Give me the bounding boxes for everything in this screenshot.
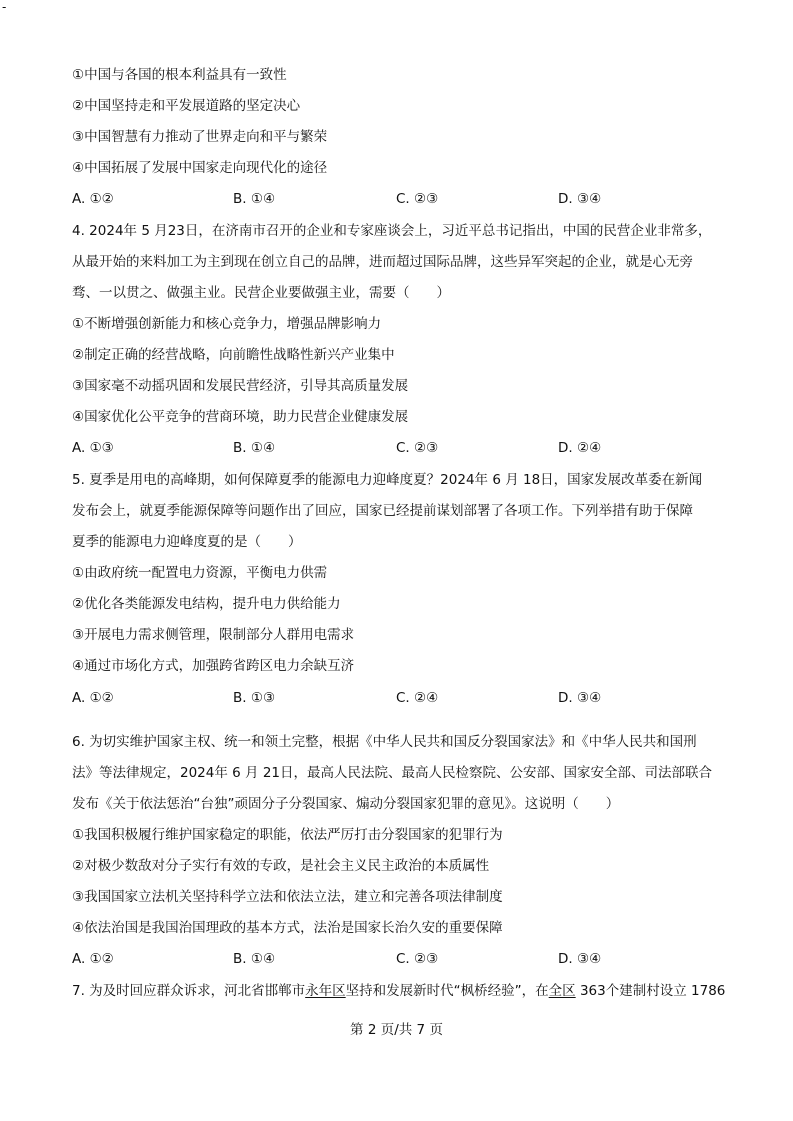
q4-option-c: C. ②③ [396, 440, 439, 456]
q3-option-b: B. ①④ [233, 191, 276, 207]
corner-mark: - [2, 0, 7, 14]
q5-stem-line-2: 发布会上，就夏季能源保障等问题作出了回应，国家已经提前谋划部署了各项工作。下列举措有助于保障 [72, 503, 693, 519]
q7-stem-part-1: 7. 为及时回应群众诉求，河北省邯郸市 [72, 983, 306, 999]
q4-option-b: B. ①④ [233, 440, 276, 456]
q4-stem-line-2: 从最开始的来料加工为主到现在创立自己的品牌，进而超过国际品牌，这些异军突起的企业，就是心无旁 [72, 254, 693, 270]
q5-stem-line-3: 夏季的能源电力迎峰度夏的是（ ） [72, 534, 302, 550]
q4-options [72, 439, 732, 457]
q6-item-3: ③我国国家立法机关坚持科学立法和依法立法，建立和完善各项法律制度 [72, 889, 503, 905]
q4-item-3: ③国家毫不动摇巩固和发展民营经济，引导其高质量发展 [72, 378, 409, 394]
q5-item-1: ①由政府统一配置电力资源，平衡电力供需 [72, 565, 328, 581]
q6-stem-line-1: 6. 为切实维护国家主权、统一和领土完整，根据《中华人民共和国反分裂国家法》和《中华人民共和国刑 [72, 734, 697, 750]
q3-item-1: ①中国与各国的根本利益具有一致性 [72, 67, 287, 83]
q4-item-4: ④国家优化公平竞争的营商环境，助力民营企业健康发展 [72, 409, 409, 425]
q7-stem-underline-2: 全区 [548, 983, 576, 999]
q6-item-4: ④依法治国是我国治国理政的基本方式，法治是国家长治久安的重要保障 [72, 920, 503, 936]
q6-option-b: B. ①④ [233, 951, 276, 967]
q5-item-3: ③开展电力需求侧管理，限制部分人群用电需求 [72, 627, 355, 643]
page-footer: 第 2 页/共 7 页 [350, 1022, 443, 1038]
q6-item-1: ①我国积极履行维护国家稳定的职能，依法严厉打击分裂国家的犯罪行为 [72, 827, 503, 843]
q6-stem-line-2: 法》等法律规定，2024年 6 月 21日，最高人民法院、最高人民检察院、公安部、国家安全部、司法部联合 [72, 765, 712, 781]
q3-option-a: A. ①② [72, 191, 114, 207]
q6-option-d: D. ③④ [558, 951, 602, 967]
q6-option-a: A. ①② [72, 951, 114, 967]
q4-item-2: ②制定正确的经营战略，向前瞻性战略性新兴产业集中 [72, 347, 395, 363]
q4-option-d: D. ②④ [558, 440, 602, 456]
q7-stem-part-2: 坚持和发展新时代“枫桥经验”，在 [345, 983, 549, 999]
q4-stem-line-3: 骛、一以贯之、做强主业。民营企业要做强主业，需要（ ） [72, 285, 450, 301]
q4-stem-line-1: 4. 2024年 5 月23日，在济南市召开的企业和专家座谈会上，习近平总书记指出，中国的民营企业非常多， [72, 223, 712, 239]
q5-options [72, 689, 732, 707]
q5-option-b: B. ①③ [233, 690, 276, 706]
q5-option-d: D. ③④ [558, 690, 602, 706]
q3-item-2: ②中国坚持走和平发展道路的坚定决心 [72, 98, 301, 114]
q5-option-a: A. ①② [72, 690, 114, 706]
q6-options [72, 950, 732, 968]
q5-stem-line-1: 5. 夏季是用电的高峰期，如何保障夏季的能源电力迎峰度夏？2024年 6 月 18日，国家发展改革委在新闻 [72, 472, 703, 488]
q4-item-1: ①不断增强创新能力和核心竞争力，增强品牌影响力 [72, 316, 382, 332]
q3-option-c: C. ②③ [396, 191, 439, 207]
q7-stem-underline-1: 永年区 [305, 983, 346, 999]
q3-option-d: D. ③④ [558, 191, 602, 207]
q7-stem-part-3: 363个建制村设立 1786 [575, 983, 726, 999]
q4-option-a: A. ①③ [72, 440, 114, 456]
q5-item-4: ④通过市场化方式，加强跨省跨区电力余缺互济 [72, 658, 355, 674]
q3-options [72, 190, 732, 208]
q3-item-3: ③中国智慧有力推动了世界走向和平与繁荣 [72, 129, 328, 145]
q7-stem-line-1 [72, 982, 725, 1000]
q6-stem-line-3: 发布《关于依法惩治“台独”顽固分子分裂国家、煽动分裂国家犯罪的意见》。这说明（ ） [72, 796, 620, 812]
q6-item-2: ②对极少数敌对分子实行有效的专政，是社会主义民主政治的本质属性 [72, 858, 490, 874]
q6-option-c: C. ②③ [396, 951, 439, 967]
q3-item-4: ④中国拓展了发展中国家走向现代化的途径 [72, 160, 328, 176]
q5-option-c: C. ②④ [396, 690, 439, 706]
q5-item-2: ②优化各类能源发电结构，提升电力供给能力 [72, 596, 341, 612]
